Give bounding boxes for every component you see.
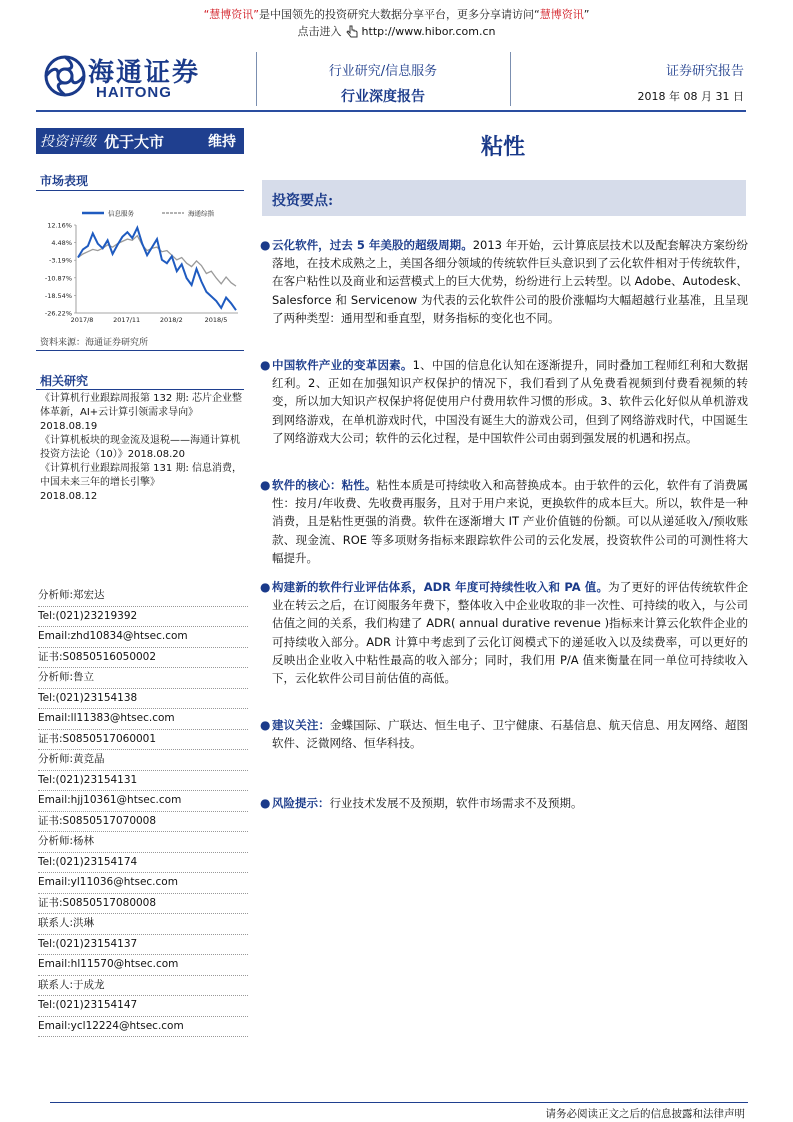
y-tick-label: -26.22% (44, 309, 72, 318)
related-title: 《计算机板块的现金流及退税——海通计算机投资方法论（10）》2018.08.20 (40, 435, 240, 460)
key-point-text: 1、中国的信息化认知在逐渐提升，同时叠加工程师红利和大数据红利。2、正如在加强知识产权保护的情况下，我们看到了从免费看视频到付费看视频的转变，所以加大知识产权保护将促使用户付费用软件习惯的形成。3、软件云化好似从单机游戏到网络游戏，在单机游戏时代，中国没有诞生大的游戏公司，但到了网络游戏时代，中国诞生了网络游戏大公司；软件的云化过程，是中国软件公司由弱到强发展的机遇和拐点。 (272, 358, 748, 445)
x-tick-label: 2018/2 (159, 316, 183, 324)
cursor-hand-icon (345, 25, 359, 39)
related-date: 2018.08.12 (40, 491, 98, 502)
contact-role: 联系人:洪琳 (38, 914, 248, 935)
legend-label: 海通综指 (188, 209, 214, 218)
bullet-icon: ● (260, 358, 271, 372)
key-point-keyword: 建议关注： (272, 718, 331, 732)
analyst-tel: Tel:(021)23219392 (38, 607, 248, 628)
banner-text: 是中国领先的投资研究大数据分享平台，更多分享请访问“ (259, 8, 540, 21)
report-category: 行业研究/信息服务 (328, 64, 438, 79)
y-tick-label: -3.19% (49, 256, 72, 265)
header-divider (256, 52, 257, 106)
key-point (260, 578, 748, 687)
key-point (260, 716, 748, 752)
analyst-tel: Tel:(021)23154174 (38, 853, 248, 874)
y-tick-label: -10.87% (44, 274, 72, 283)
banner-end: ” (583, 8, 590, 21)
x-tick-label: 2017/11 (113, 316, 141, 324)
legend-label: 信息服务 (108, 209, 134, 218)
key-point-text: 金蝶国际、广联达、恒生电子、卫宁健康、石基信息、航天信息、用友网络、超图软件、泛微网络、恒华科技。 (272, 718, 748, 751)
bullet-icon: ● (260, 796, 271, 810)
bullet-icon: ● (260, 718, 271, 732)
key-point-text: 粘性本质是可持续收入和高替换成本。由于软件的云化，软件有了消费属性：按月/年收费、先收费再服务，且对于用户来说，更换软件的成本巨大。所以，软件是一种消费，且是粘性更强的消费。软件在逐渐增大 IT 产业价值链的份额。可以从递延收入/预收账款、现金流、ROE 等多项财务指标来跟踪软件公司的云化发展，投资软件公司的可测性将大幅提升。 (272, 478, 748, 565)
logo-chinese: 海通证券 (88, 58, 201, 88)
contact-role: 联系人:于成龙 (38, 976, 248, 997)
footer-rule (50, 1102, 748, 1103)
analyst-email[interactable]: Email:ll11383@htsec.com (38, 709, 248, 730)
hibor-link[interactable]: http://www.hibor.com.cn (361, 25, 496, 38)
x-tick-label: 2018/5 (204, 316, 228, 324)
report-date: 2018 年 08 月 31 日 (637, 90, 744, 103)
related-heading: 相关研究 (40, 374, 89, 388)
haitong-logo-icon (44, 52, 86, 102)
key-point-keyword: 云化软件，过去 5 年美股的超级周期。 (272, 238, 473, 252)
key-point-keyword: 软件的核心：粘性。 (272, 478, 377, 492)
key-point-text: 行业技术发展不及预期，软件市场需求不及预期。 (329, 796, 583, 810)
key-point-text: 2013 年开始，云计算底层技术以及配套解决方案纷纷落地，在技术成熟之上，美国各细分领域的传统软件巨头意识到了云化软件相对于传统软件，在客户粘性以及商业和运营模式上的巨大优势，纷纷进行上云转型。以 Adobe、Autodesk、Salesforce 和 Servicenow 为代表的云化软件公司的股价涨幅均大幅超越行业基准，且呈现了两种类型：通用型和垂直型，财务指标的变化也不同。 (272, 238, 748, 325)
section-rule (36, 350, 244, 351)
logo-english: HAITONG (96, 84, 172, 101)
bullet-icon: ● (260, 238, 271, 252)
contact-tel: Tel:(021)23154147 (38, 996, 248, 1017)
chart-source: 资料来源：海通证券研究所 (40, 338, 149, 348)
rating-bar (36, 128, 244, 154)
x-tick-label: 2017/8 (70, 316, 94, 324)
section-rule (36, 190, 244, 191)
related-item[interactable] (40, 392, 248, 434)
contact-email[interactable]: Email:hl11570@htsec.com (38, 955, 248, 976)
bullet-icon: ● (260, 580, 271, 594)
y-tick-label: 4.48% (51, 239, 72, 248)
analyst-cert: 证书:S0850517070008 (38, 812, 248, 833)
analyst-tel: Tel:(021)23154131 (38, 771, 248, 792)
related-item[interactable] (40, 434, 248, 462)
y-tick-label: -18.54% (44, 291, 72, 300)
rating-label: 投资评级 (40, 134, 96, 150)
top-banner (0, 6, 793, 40)
related-title: 《计算机行业跟踪周报第 132 期: 芯片企业整体革新，AI+云计算引领需求导向》 (40, 393, 242, 418)
banner-brand-2: 慧博资讯 (539, 8, 584, 21)
footer-disclaimer: 请务必阅读正文之后的信息披露和法律声明 (545, 1108, 745, 1120)
key-point-keyword: 构建新的软件行业评估体系，ADR 年度可持续性收入和 PA 值。 (272, 580, 609, 594)
analyst-cert: 证书:S0850517060001 (38, 730, 248, 751)
section-rule (36, 389, 244, 390)
series-line (78, 228, 236, 311)
analyst-cert: 证书:S0850517080008 (38, 894, 248, 915)
bullet-icon: ● (260, 478, 271, 492)
banner-click-text: 点击进入 (297, 25, 342, 38)
analyst-tel: Tel:(021)23154138 (38, 689, 248, 710)
rating-action: 维持 (208, 134, 236, 150)
key-point-text: 为了更好的评估传统软件企业在转云之后，在订阅服务年费下，整体收入中企业收取的非一次性、可持续的收入，与公司估值之间的关系，我们构建了 ADR( annual durative revenue )指标来计算云化软件企业的可持续收入部分。ADR 计算中考虑到了云化订阅模式下的递延收入以及续费率，可以更好的反映出企业收入中粘性最高的收入部分；同时，我们用 P/A 值来衡量在同一单位可持续收入下，云化软件公司目前估值的高低。 (272, 580, 748, 686)
rating-value: 优于大市 (104, 132, 165, 151)
market-heading: 市场表现 (40, 174, 89, 188)
report-type: 行业深度报告 (341, 89, 425, 105)
analyst-email[interactable]: Email:yl11036@htsec.com (38, 873, 248, 894)
contact-email[interactable]: Email:ycl12224@htsec.com (38, 1017, 248, 1038)
analyst-role: 分析师:鲁立 (38, 668, 248, 689)
contact-tel: Tel:(021)23154137 (38, 935, 248, 956)
report-series: 证券研究报告 (665, 64, 744, 79)
related-date: 2018.08.19 (40, 421, 98, 432)
analyst-role: 分析师:黄竞晶 (38, 750, 248, 771)
y-tick-label: 12.16% (47, 221, 72, 230)
key-points-header (262, 180, 746, 216)
analyst-email[interactable]: Email:hjj10361@htsec.com (38, 791, 248, 812)
header-divider (510, 52, 511, 106)
analyst-cert: 证书:S0850516050002 (38, 648, 248, 669)
key-point-keyword: 风险提示： (272, 796, 330, 810)
related-item[interactable] (40, 462, 248, 504)
analyst-role: 分析师:杨林 (38, 832, 248, 853)
header-rule (36, 110, 746, 112)
analyst-email[interactable]: Email:zhd10834@htsec.com (38, 627, 248, 648)
market-chart (40, 205, 245, 330)
key-point (260, 476, 748, 567)
analyst-role: 分析师:郑宏达 (38, 586, 248, 607)
key-point-keyword: 中国软件产业的变革因素。 (272, 358, 413, 372)
key-point (260, 356, 748, 447)
analyst-block (38, 586, 248, 1037)
related-title: 《计算机行业跟踪周报第 131 期: 信息消费，中国未来三年的增长引擎》 (40, 463, 242, 488)
key-point (260, 794, 748, 812)
key-point (260, 236, 748, 327)
banner-brand: “慧博资讯” (203, 8, 259, 21)
key-points-heading: 投资要点: (272, 193, 334, 209)
report-title: 粘性 (480, 134, 525, 160)
